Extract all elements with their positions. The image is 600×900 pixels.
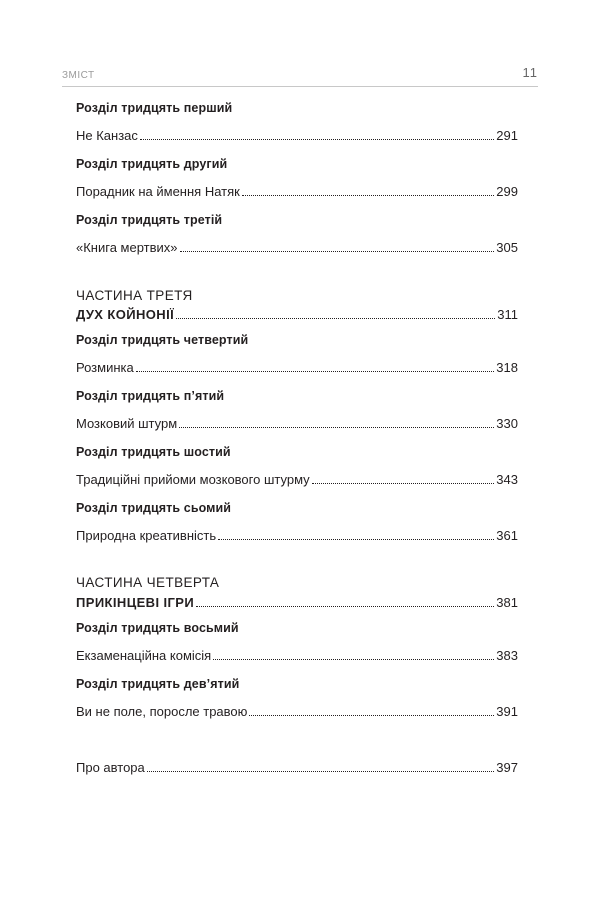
- entry-page: 305: [496, 240, 518, 255]
- entry-title: Ви не поле, поросле травою: [76, 704, 248, 719]
- entry-page: 343: [496, 472, 518, 487]
- toc-entry-ch32[interactable]: [76, 184, 518, 200]
- dot-leader: [179, 416, 494, 428]
- entry-title: Про автора: [76, 760, 145, 775]
- toc-entry-about-author[interactable]: [76, 760, 518, 776]
- entry-page: 318: [496, 360, 518, 375]
- dot-leader: [140, 128, 494, 140]
- entry-title: Розминка: [76, 360, 134, 375]
- entry-page: 361: [496, 528, 518, 543]
- dot-leader: [242, 184, 494, 196]
- toc-entry-ch35[interactable]: [76, 416, 518, 432]
- dot-leader: [136, 360, 495, 372]
- entry-page: 381: [496, 595, 518, 610]
- toc-entry-ch33[interactable]: [76, 240, 518, 256]
- dot-leader: [218, 528, 494, 540]
- entry-title: Не Канзас: [76, 128, 138, 143]
- entry-page: 383: [496, 648, 518, 663]
- toc-entry-part4[interactable]: [76, 595, 518, 611]
- dot-leader: [213, 648, 494, 660]
- entry-page: 291: [496, 128, 518, 143]
- dot-leader: [147, 760, 495, 772]
- entry-title: Екзаменаційна комісія: [76, 648, 212, 663]
- entry-page: 397: [496, 760, 518, 775]
- part-4-heading: ЧАСТИНА ЧЕТВЕРТА: [76, 575, 220, 590]
- chapter-32-heading: Розділ тридцять другий: [76, 157, 228, 171]
- chapter-37-heading: Розділ тридцять сьомий: [76, 501, 232, 515]
- entry-page: 330: [496, 416, 518, 431]
- chapter-33-heading: Розділ тридцять третій: [76, 213, 223, 227]
- header-label: ЗМІСТ: [62, 70, 95, 81]
- chapter-31-heading: Розділ тридцять перший: [76, 101, 233, 115]
- chapter-38-heading: Розділ тридцять восьмий: [76, 621, 239, 635]
- entry-page: 311: [497, 307, 518, 322]
- entry-title: Порадник на ймення Натяк: [76, 184, 240, 199]
- toc-entry-ch39[interactable]: [76, 704, 518, 720]
- dot-leader: [180, 240, 495, 252]
- entry-page: 391: [496, 704, 518, 719]
- dot-leader: [249, 704, 494, 716]
- part-3-heading: ЧАСТИНА ТРЕТЯ: [76, 288, 193, 303]
- toc-entry-ch36[interactable]: [76, 472, 518, 488]
- entry-title: ПРИКІНЦЕВІ ІГРИ: [76, 595, 195, 610]
- chapter-34-heading: Розділ тридцять четвертий: [76, 333, 249, 347]
- dot-leader: [176, 307, 495, 319]
- chapter-39-heading: Розділ тридцять дев’ятий: [76, 677, 240, 691]
- entry-title: Природна креативність: [76, 528, 217, 543]
- entry-title: Традиційні прийоми мозкового штурму: [76, 472, 310, 487]
- toc-entry-ch38[interactable]: [76, 648, 518, 664]
- chapter-35-heading: Розділ тридцять п’ятий: [76, 389, 225, 403]
- entry-title: Мозковий штурм: [76, 416, 178, 431]
- toc-entry-part3[interactable]: [76, 307, 518, 323]
- toc-entry-ch34[interactable]: [76, 360, 518, 376]
- dot-leader: [312, 472, 495, 484]
- toc-entry-ch37[interactable]: [76, 528, 518, 544]
- entry-title: ДУХ КОЙНОНІЇ: [76, 307, 175, 322]
- chapter-36-heading: Розділ тридцять шостий: [76, 445, 231, 459]
- page-number: 11: [522, 65, 538, 80]
- toc-entry-ch31[interactable]: [76, 128, 518, 144]
- entry-page: 299: [496, 184, 518, 199]
- entry-title: «Книга мертвих»: [76, 240, 178, 255]
- dot-leader: [196, 595, 494, 607]
- running-header: [62, 64, 538, 87]
